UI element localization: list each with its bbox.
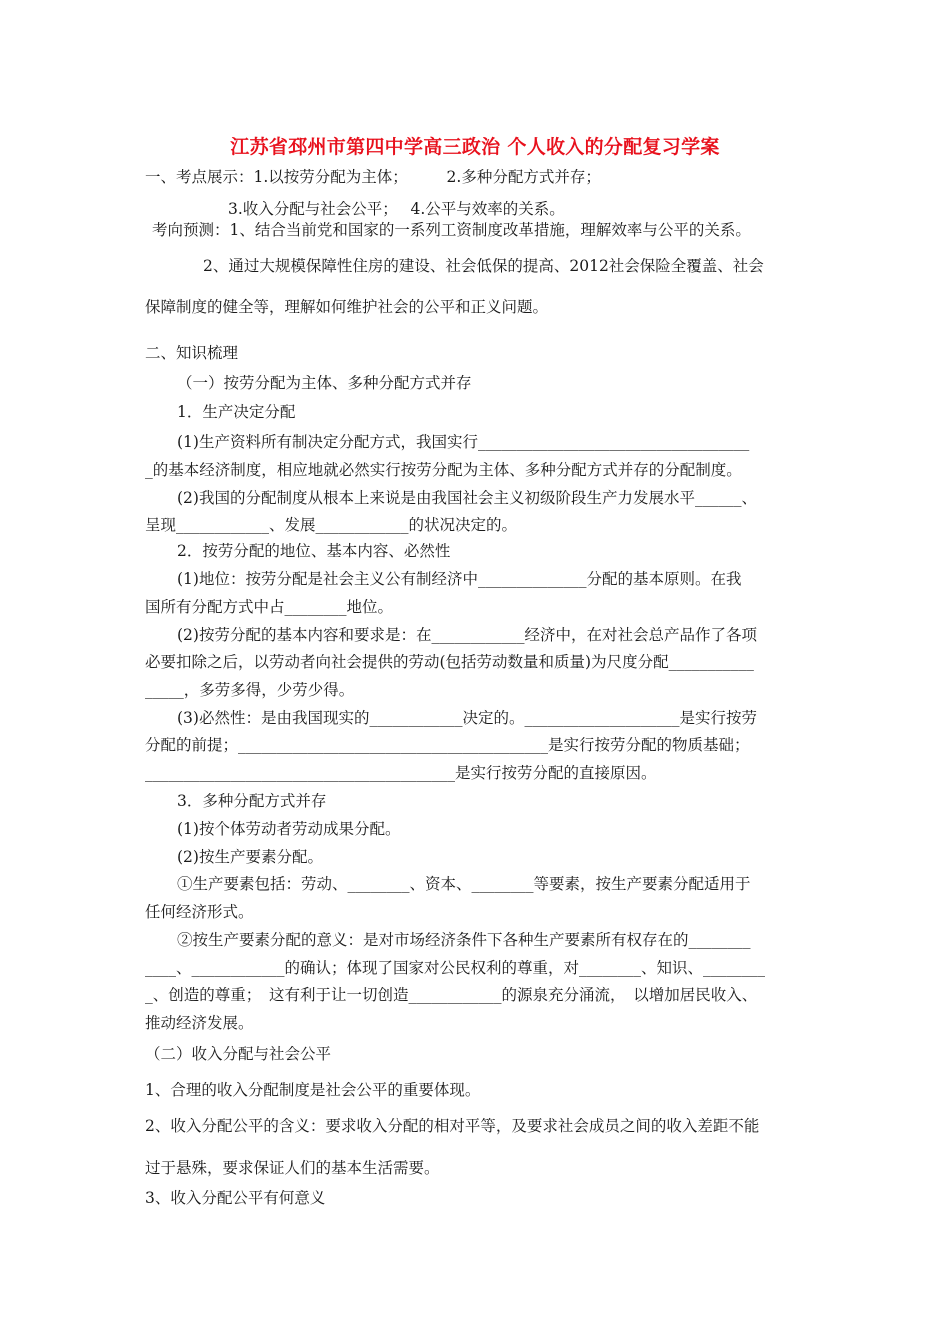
text-line: (2)我国的分配制度从根本上来说是由我国社会主义初级阶段生产力发展水平______、 (177, 489, 757, 507)
text-line: 2、收入分配公平的含义：要求收入分配的相对平等，及要求社会成员之间的收入差距不能 (145, 1117, 760, 1135)
text-line: 一、考点展示：1.以按劳分配为主体； 2.多种分配方式并存； (145, 168, 601, 186)
text-line: (1)地位：按劳分配是社会主义公有制经济中______________分配的基本原则。在我 (177, 570, 742, 588)
text-line: 过于悬殊，要求保证人们的基本生活需要。 (145, 1159, 440, 1177)
text-line: 1．生产决定分配 (177, 403, 296, 421)
text-line: 3.收入分配与社会公平； 4.公平与效率的关系。 (228, 200, 565, 218)
text-line: 保障制度的健全等，理解如何维护社会的公平和正义问题。 (145, 298, 549, 316)
text-line: ____、____________的确认；体现了国家对公民权利的尊重，对________、知识、________ (145, 959, 766, 977)
text-line: 3．多种分配方式并存 (177, 792, 327, 810)
text-line: 2．按劳分配的地位、基本内容、必然性 (177, 542, 451, 560)
text-line: _____，多劳多得，少劳少得。 (145, 681, 355, 699)
text-line: (3)必然性：是由我国现实的____________决定的。____________________是实行按劳 (177, 709, 757, 727)
text-line: _的基本经济制度，相应地就必然实行按劳分配为主体、多种分配方式并存的分配制度。 (145, 461, 742, 479)
text-line: 分配的前提；________________________________________是实行按劳分配的物质基础； (145, 736, 750, 754)
text-line: (1)按个体劳动者劳动成果分配。 (177, 820, 401, 838)
text-line: 任何经济形式。 (145, 903, 254, 921)
text-line: 呈现____________、发展____________的状况决定的。 (145, 516, 518, 534)
text-line: 推动经济发展。 (145, 1014, 254, 1032)
subsection-heading: （一）按劳分配为主体、多种分配方式并存 (177, 374, 472, 392)
text-line: 1、合理的收入分配制度是社会公平的重要体现。 (145, 1081, 481, 1099)
text-line: (1)生产资料所有制决定分配方式，我国实行___________________________________ (177, 433, 750, 451)
document-title: 江苏省邳州市第四中学高三政治 个人收入的分配复习学案 (230, 136, 720, 158)
text-line: ②按生产要素分配的意义：是对市场经济条件下各种生产要素所有权存在的________ (177, 931, 751, 949)
text-line: 2、通过大规模保障性住房的建设、社会低保的提高、2012社会保险全覆盖、社会 (203, 257, 764, 275)
text-line: ________________________________________是实行按劳分配的直接原因。 (145, 764, 657, 782)
text-line: 国所有分配方式中占________地位。 (145, 598, 394, 616)
text-line: 考向预测：1、结合当前党和国家的一系列工资制度改革措施，理解效率与公平的关系。 (152, 221, 751, 239)
text-line: (2)按生产要素分配。 (177, 848, 323, 866)
text-line: 必要扣除之后，以劳动者向社会提供的劳动(包括劳动数量和质量)为尺度分配___________ (145, 653, 754, 671)
text-line: ①生产要素包括：劳动、________、资本、________等要素，按生产要素分配适用于 (177, 875, 751, 893)
subsection-heading: （二）收入分配与社会公平 (145, 1045, 332, 1063)
section-heading: 二、知识梳理 (145, 344, 239, 362)
text-line: (2)按劳分配的基本内容和要求是：在____________经济中，在对社会总产品作了各项 (177, 626, 757, 644)
text-line: _、创造的尊重； 这有利于让一切创造____________的源泉充分涌流， 以增加居民收入、 (145, 986, 758, 1004)
text-line: 3、收入分配公平有何意义 (145, 1189, 326, 1207)
